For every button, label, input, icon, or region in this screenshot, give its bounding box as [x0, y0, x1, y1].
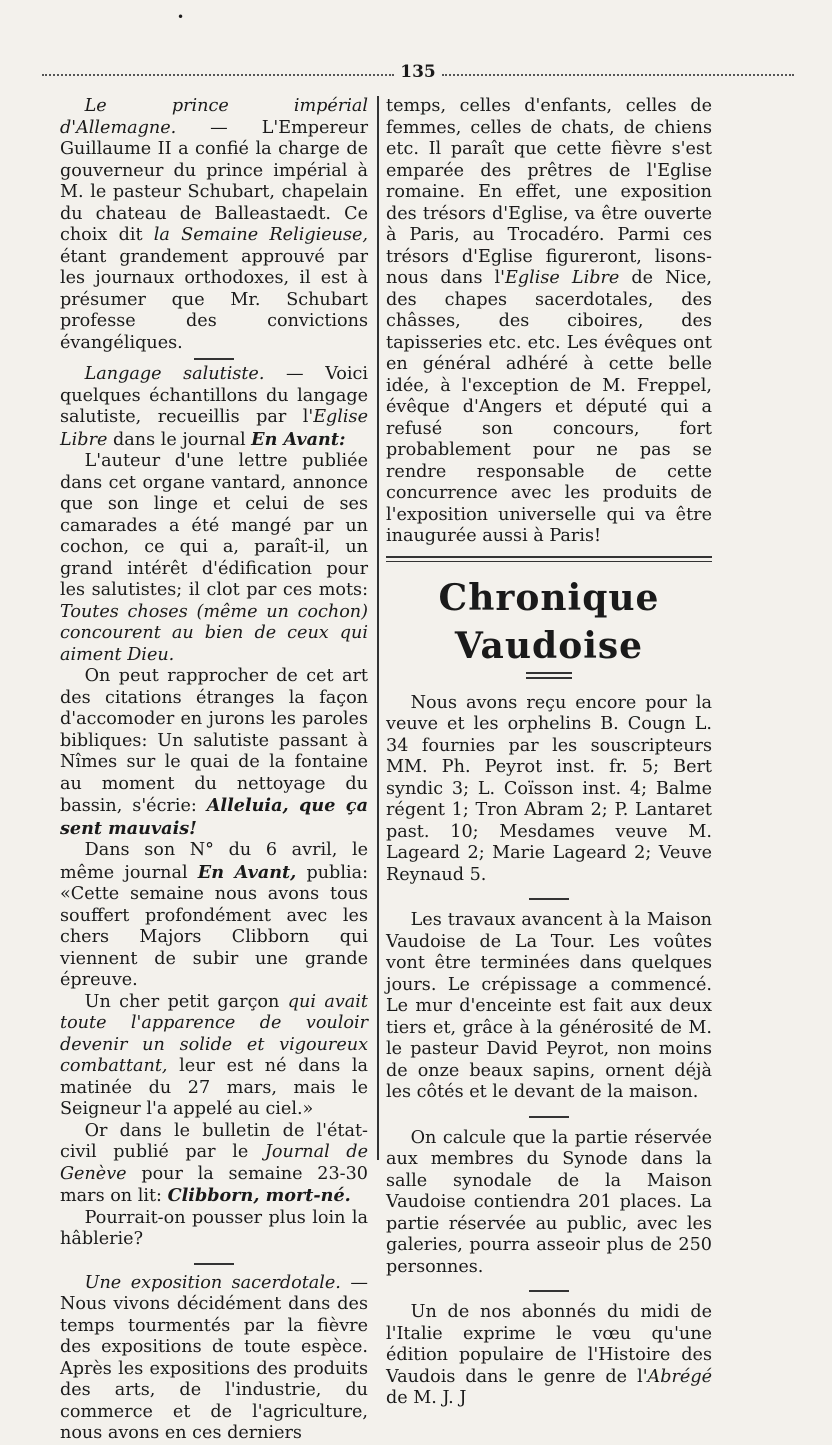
paragraph	[386, 96, 712, 548]
publication-name: Abrégé	[647, 1366, 712, 1387]
article-text: de Nice, des chapes sacerdotales, des châsses, des ciboires, des tapisseries etc. etc. Les évêques ont en général adhéré à cette belle idée, à l'exception de M. Freppel, évêque d'Angers et député qui a refusé son concours, fort probablement pour ne pas se rendre responsable de cette concurrence avec les produits de l'exposition universelle qui va être inaugurée aussi à Paris!	[386, 268, 712, 546]
dotted-rule-right	[442, 74, 794, 76]
publication-name: Eglise Libre	[505, 268, 620, 288]
separator	[529, 1116, 569, 1118]
quote: Clibborn, mort-né.	[167, 1185, 351, 1206]
quote: Alleluia, que ça sent mauvais!	[60, 795, 368, 839]
dash: —	[176, 117, 262, 138]
article-langage-salutiste	[60, 364, 368, 451]
publication-name: En Avant,	[197, 861, 297, 883]
dotted-rule-left	[42, 74, 394, 76]
publication-name: En Avant:	[251, 428, 346, 450]
paragraph	[60, 451, 368, 666]
article-text: On calcule que la partie réservée aux membres du Synode dans la salle synodale de la Maison Vaudoise contiendra 201 places. La partie réservée au public, avec les galeries, pourra asseoir plus de 250 personnes.	[386, 1127, 712, 1277]
separator	[529, 898, 569, 900]
article-text: Nous avons reçu encore pour la veuve et les orphelins B. Cougn L. 34 fournies par les souscripteurs MM. Ph. Peyrot inst. fr. 5; Bert syndic 3; L. Coïsson inst. 4; Balme régent 1; Tron Abram 2; P. Lantaret past. 10; Mesdames veuve M. Lageard 2; Marie Lageard 2; Veuve Reynaud 5.	[386, 692, 712, 885]
article-text: Or dans le bulletin de l'état-civil publié par le	[60, 1120, 368, 1162]
article-text: Un de nos abonnés du midi de l'Italie exprime le vœu qu'une édition populaire de l'Histoire des Vaudois dans le genre de l'	[386, 1302, 712, 1387]
article-title: Une exposition sacerdotale.	[84, 1272, 341, 1293]
article-text: Dans son N° du 6 avril, le même journal	[60, 840, 368, 883]
separator	[529, 1290, 569, 1292]
paragraph	[386, 1128, 712, 1279]
article-title: Langage salutiste.	[84, 364, 265, 384]
separator	[194, 1263, 234, 1265]
article-text: — Voici quelques échantillons du langage salutiste, recueillis par l'	[60, 364, 368, 427]
paragraph	[60, 1208, 368, 1251]
paragraph	[60, 666, 368, 840]
paragraph	[60, 840, 368, 992]
article-text: — Nous vivons décidément dans des temps tourmentés par la fièvre des expositions de toute espèce. Après les expositions des produits des arts, de l'industrie, du commerce et de l'agriculture, nous avons en ces derniers	[60, 1272, 368, 1443]
page-header	[42, 60, 794, 84]
article-text: étant grandement approuvé par les journaux orthodoxes, il est à présumer que Mr. Schubart professe des convictions évangéliques.	[60, 246, 368, 353]
article-text: temps, celles d'enfants, celles de femmes, celles de chats, de chiens etc. Il paraît que cette fièvre s'est emparée des prêtres de l'Eglise romaine. En effet, une exposition des trésors d'Eglise, va être ouverte à Paris, au Trocadéro. Parmi ces trésors d'Eglise figureront, lisons-nous dans l'	[386, 96, 712, 288]
quote: qui avait toute l'apparence de vouloir devenir un solide et vigoureux combattant,	[60, 991, 368, 1076]
article-text: On peut rapprocher de cet art des citations étranges la façon d'accomoder en jurons les paroles bibliques: Un salutiste passant à Nîmes sur le quai de la fontaine au moment du nettoyage du bassin, s'écrie:	[60, 666, 368, 816]
paragraph	[60, 1121, 368, 1208]
right-column	[386, 96, 712, 1410]
article-text: pour la semaine 23-30 mars on lit:	[60, 1163, 368, 1206]
article-text: publia: «Cette semaine nous avons tous souffert profondément avec les chers Majors Clibborn qui viennent de subir une grande épreuve.	[60, 862, 368, 990]
page-number: 135	[400, 62, 436, 82]
section-heading: Chronique Vaudoise	[438, 576, 660, 667]
publication-name: la Semaine Religieuse,	[153, 225, 368, 245]
left-column	[60, 96, 368, 1445]
separator	[194, 358, 234, 360]
article-text: leur est né dans la matinée du 27 mars, mais le Seigneur l'a appelé au ciel.»	[60, 1056, 368, 1119]
publication-name: Eglise Libre	[60, 407, 368, 450]
publication-name: Journal de Genève	[60, 1142, 368, 1184]
paragraph	[60, 992, 368, 1121]
article-title: Le prince impérial d'Allemagne.	[60, 96, 368, 138]
quote: Toutes choses (même un cochon) concourent au bien de ceux qui aiment Dieu.	[60, 601, 368, 665]
ink-mark: •	[177, 10, 185, 24]
article-prince-imperial	[60, 96, 368, 354]
article-text: Les travaux avancent à la Maison Vaudoise de La Tour. Les voûtes vont être terminées dans quelques jours. Le crépissage a commencé. Le mur d'enceinte est fait aux deux tiers et, grâce à la générosité de M. le pasteur David Peyrot, non moins de onze beaux sapins, ornent déjà les côtés et le devant de la maison.	[386, 910, 712, 1102]
article-text: de M. J. J	[386, 1388, 467, 1408]
section-rule	[386, 556, 712, 562]
heading-ornament	[526, 672, 572, 679]
article-text: L'auteur d'une lettre publiée dans cet organe vantard, annonce que son linge et celui de ses camarades a été mangé par un cochon, ce qui a, paraît-il, un grand intérêt d'édification pour les salutistes; il clot par ces mots:	[60, 451, 368, 600]
article-text: dans le journal	[107, 429, 252, 450]
article-text: Pourrait-on pousser plus loin la hâblerie?	[60, 1207, 368, 1249]
article-exposition-sacerdotale	[60, 1273, 368, 1445]
paragraph	[386, 1302, 712, 1410]
paragraph	[386, 693, 712, 887]
column-divider	[377, 96, 379, 1160]
article-text: L'Empereur Guillaume II a confié la charge de gouverneur du prince impérial à M. le pasteur Schubart, chapelain du chateau de Balleastaedt. Ce choix dit	[60, 117, 368, 245]
article-text: Un cher petit garçon	[84, 991, 288, 1012]
paragraph	[386, 910, 712, 1104]
